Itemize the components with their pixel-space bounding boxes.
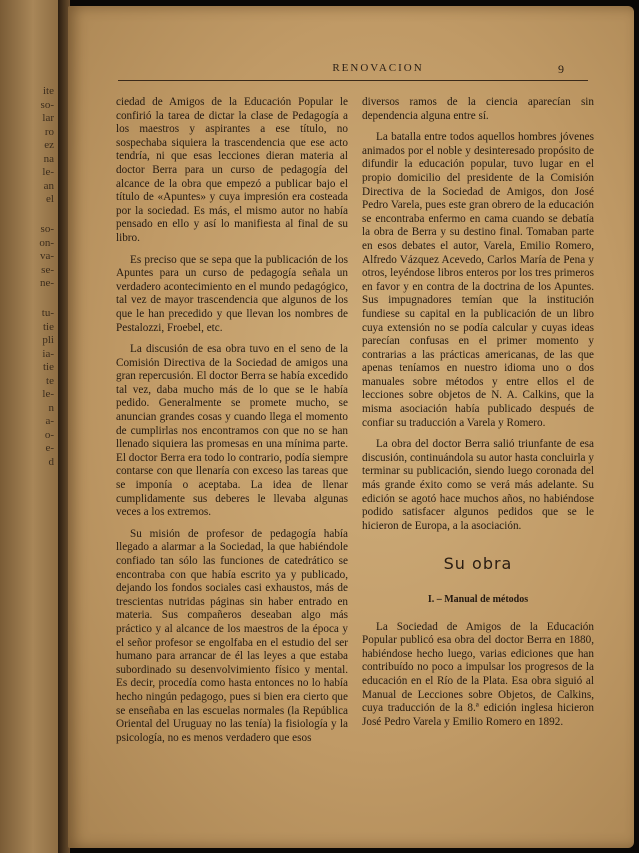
left-page-fragment: le- bbox=[42, 388, 54, 400]
left-page-fragment: so- bbox=[40, 223, 54, 235]
left-page-fragment: ia- bbox=[42, 347, 54, 360]
left-page-fragment: an bbox=[43, 179, 54, 192]
subsection-title: I. – Manual de métodos bbox=[427, 594, 529, 605]
left-page-fragment: on- bbox=[39, 236, 54, 249]
previous-page-edge bbox=[0, 0, 60, 853]
right-column bbox=[362, 96, 594, 737]
paragraph: La batalla entre todos aquellos hombres jóvenes animados por el noble y desinteresado propósito de difundir la educación popular, tuvo lugar en el propio domicilio del presidente de la Comisión Directiva de la Sociedad de Amigos, don José Pedro Varela, pues este gran obrero de la educación se encontraba enfermo en cama cuando se debatía la obra de Berra y su destino final. Tomaban parte en esos debates el autor, Varela, Emilio Romero, Alfredo Vázquez Acevedo, Carlos María de Pena y otros, leyéndose libros enteros por los tres primeros en favor y en contra de la doctrina de los Apuntes. Sus impugnadores temían que la institución fundiese su capital en la publicación de un libro cuya extensión no se podía calcular y cuyas ideas parecían confusas en el primer momento y contrarias a las prácticas americanas, de las que apenas teníamos en nuestro idioma uno o dos manuales sobre métodos y entre ellos el de lecciones sobre objetos de N. A. Calkins, que la misma asociación había publicado después de confiar su traducción a Varela y Romero. bbox=[362, 131, 594, 429]
left-page-fragment: a- bbox=[45, 415, 54, 427]
header-rule bbox=[118, 80, 588, 81]
paragraph: La obra del doctor Berra salió triunfante de esa discusión, continuándola su autor hasta concluirla y terminar su publicación, siendo luego coronada del más grande éxito como se verá más adelante. Su edición se agotó hace muchos años, no habiéndose podido satisfacer algunos pedidos que se le hicieron de Europa, a la asociación. bbox=[362, 438, 594, 532]
left-page-fragment: va- bbox=[39, 250, 54, 262]
page-number: 9 bbox=[558, 62, 564, 76]
left-page-fragment: el bbox=[46, 193, 54, 205]
paragraph: ciedad de Amigos de la Educación Popular le confirió la tarea de dictar la clase de Pedagogía a los maestros y aspirantes a ese título, no sospechaba siquiera la trascendencia que ese acto tendría, ni que esas lecciones dieran materia al doctor Berra para un curso de pedagogía del alcance de la obra que empezó a publicar bajo el título de «Apuntes» y cuya impresión era costeada por la sociedad. Es más, el mismo autor no había pensado en ello y así lo manifiesta al final de su libro. bbox=[116, 96, 348, 244]
left-page-fragment: tu- bbox=[41, 307, 54, 319]
paragraph: Su misión de profesor de pedagogía había llegado a alarmar a la Sociedad, la que habiéndole confiado tan sólo las funciones de catedrático se encontraba con que había escrito ya y publicado, dejando los fondos sociales casi exhaustos, más de trescientas nutridas páginas sin haber entrado en materia. Sus compañeros deseaban algo más práctico y al alcance de los maestros de la época y el señor profesor se engolfaba en el estudio del ser humano para arrancar de él las leyes a que estaba subordinado su desenvolvimiento físico y mental. Es decir, procedía como hasta entonces no lo había hecho ningún pedagogo, pues si bien era cierto que se enseñaba en las escuelas normales (la República Oriental del Uruguay no las tenía) la fisiología y la psicología, no es menos verdadero que esos bbox=[116, 527, 348, 744]
paragraph: Es preciso que se sepa que la publicación de los Apuntes para un curso de pedagogía señala un verdadero acontecimiento en el mundo pedagógico, tal vez de mayor trascendencia que algunos de los que le han precedido y que llevan los nombres de Pestalozzi, Froebel, etc. bbox=[116, 253, 348, 334]
left-page-fragment: pli bbox=[42, 334, 54, 346]
paragraph: diversos ramos de la ciencia aparecían sin dependencia alguna entre sí. bbox=[362, 96, 594, 122]
book-page bbox=[68, 6, 634, 848]
left-page-fragment: ez bbox=[44, 139, 54, 151]
left-page-fragment: tie bbox=[43, 361, 54, 373]
left-page-fragment: ite bbox=[43, 85, 54, 97]
left-page-fragment: d bbox=[48, 455, 54, 468]
left-column bbox=[116, 96, 348, 753]
left-page-fragment: lar bbox=[42, 112, 54, 124]
paragraph: La Sociedad de Amigos de la Educación Popular publicó esa obra del doctor Berra en 1880, habiéndose hecho luego, varias ediciones que han contribuído no poco a impulsar los progresos de la educación en el Río de la Plata. Esa obra siguió al Manual de Lecciones sobre Objetos, de Calkins, cuya traducción de la 8.ª edición inglesa hicieron José Pedro Varela y Emilio Romero en 1892. bbox=[362, 620, 594, 728]
left-page-fragment: so- bbox=[40, 98, 54, 111]
running-header-title: RENOVACION bbox=[332, 62, 424, 74]
left-page-fragment: o- bbox=[44, 428, 54, 441]
left-page-fragment: tie bbox=[43, 320, 54, 333]
paragraph: La discusión de esa obra tuvo en el seno de la Comisión Directiva de la Sociedad de amigos una gran repercusión. El doctor Berra se había excedido tal vez, daba mucho más de lo que se le había pedido. Generalmente se promete mucho, se anuncian grandes cosas y cuando llega el momento de cumplirlas nos encontramos con que no se han llenado siquiera las promesas en una mínima parte. El doctor Berra era todo lo contrario, podía siempre contarse con que llenaría con exceso las tareas que se imponía o aceptaba. La idea de llenar cumplidamente sus deberes le llevaba algunas veces a los extremos. bbox=[116, 343, 348, 519]
left-page-fragment: se- bbox=[41, 263, 54, 276]
left-page-fragment: te bbox=[46, 374, 54, 387]
section-title: Su obra bbox=[443, 554, 513, 574]
left-page-fragment: n bbox=[48, 401, 54, 414]
left-page-fragment: ro bbox=[44, 125, 54, 138]
left-page-fragment: e- bbox=[45, 442, 54, 454]
left-page-fragment: le- bbox=[42, 166, 54, 178]
left-page-fragment: na bbox=[43, 152, 54, 165]
left-page-fragment: ne- bbox=[39, 277, 54, 289]
